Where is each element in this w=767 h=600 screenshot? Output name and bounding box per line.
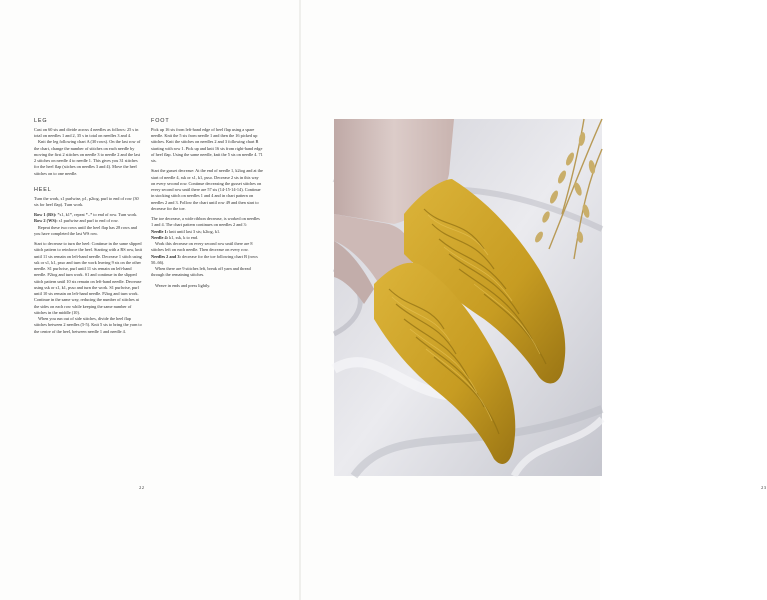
heel-side-stitches: When you run out of side stitches, divide the heel flap stitches between 2 needles (5-5). Knit 5 sts to bring the yarn to the centre of the heel, between needle 1 and needle 4. — [34, 316, 142, 334]
row-2-text: s1 purlwise and purl to end of row. — [57, 218, 119, 224]
needles-2-3-line — [151, 254, 263, 267]
column-leg-heel — [34, 118, 142, 339]
foot-work-decrease: Work this decrease on every second row until there are 8 stitches left on each needle. Then decrease on every row. — [151, 241, 253, 253]
page-number-right: 23 — [761, 485, 767, 490]
needles-2-3-label: Needles 2 and 3: — [151, 253, 181, 259]
row-2-label: Row 2 (WS): — [34, 218, 58, 224]
foot-gusset: Start the gusset decrease: At the end of needle 1, k2tog and at the start of needle 4, ssk or s1, k1, psso. Decrease 2 sts in this way on every second row. Continue decreasing the gusset stitches on every second row until there are 57 sts (14-15-14-14). Continue in stocking stitch on needles 1 and 4 and in chart pattern on needles 2 and 3. Follow the chart until row 49 and then start to decrease for the toe. — [151, 168, 263, 211]
row-1-text: *s1, k1*, repeat *–* to end of row. Turn work. — [56, 212, 138, 217]
row-1-label: Row 1 (RS): — [34, 212, 57, 217]
foot-finish: When there are 9 stitches left, break off yarn and thread through the remaining stitches. — [151, 266, 251, 278]
foot-pick-up: Pick up 16 sts from left-hand edge of heel flap using a spare needle. Knit the 5 sts from needle 1 and then the 16 picked up stitches. Knit the stitches on needles 2 and 3 following chart B starting with row 1. Pick up and knit 16 sts from right-hand edge of heel flap. Using the same needle, knit the 5 sts on needle 4. 71 sts. — [151, 126, 263, 163]
needle-1-text: knit until last 3 sts; k2tog, k1. — [168, 228, 221, 234]
page-number-left: 22 — [139, 485, 145, 490]
heading-leg: LEG — [34, 118, 48, 124]
heading-foot: FOOT — [151, 118, 170, 124]
foot-toe-decrease: The toe decrease, a wide ribbon decrease, is worked on needles 1 and 4. The chart pattern continues on needles 2 and 3: — [151, 216, 260, 228]
needles-2-3-text: decrease for the toe following chart B (rows 50–66). — [151, 253, 258, 265]
heel-repeat: Repeat these two rows until the heel flap has 28 rows and you have completed the last WS row. — [34, 224, 137, 236]
knitted-socks-photo — [334, 119, 602, 476]
needle-1-label: Needle 1: — [151, 228, 169, 234]
foot-weave-in: Weave in ends and press lightly. — [155, 282, 211, 288]
leg-cast-on: Cast on 60 sts and divide across 4 needles as follows: 25 s in total on needles 1 and 2, 35 s in total on needles 3 and 4. — [34, 126, 139, 138]
heel-turn: Turn the work, s1 purlwise, p1, p2tog, purl to end of row (30 sts for heel flap). Turn work. — [34, 195, 139, 207]
heading-heel: HEEL — [34, 186, 52, 193]
column-foot — [151, 118, 263, 293]
needle-4-text: k1, ssk, k to end. — [168, 234, 199, 240]
leg-instructions: Knit the leg following chart A (30 rows). On the last row of the chart, change the number of stitches on each needle by moving the first 2 stitches on needle 3 to needle 2 and the last 2 stitches on needle 4 to needle 1. This gives you 31 stitches for the heel flap (stiches on needles 3 and 4). Move the heel stitches on to one needle. — [34, 139, 141, 176]
needle-4-label: Needle 4: — [151, 234, 169, 240]
left-page — [0, 0, 300, 600]
heel-decrease: Start to decrease to turn the heel: Continue in the same slipped stitch pattern to reinforce the heel. Starting with a RS row, knit until 11 sts remain on left-hand needle. Decrease 1 stitch using ssk or s1, k1, psso and turn the work leaving 9 sts on the other needle. S1 purlwise, purl until 11 sts remain on left-hand needle. P2tog and turn work. S1 and continue in the slipped stitch pattern until 10 sts remain on left-hand needle. Decrease using ssk or s1, k1, psso and turn the work. S1 purlwise, purl until 10 sts remain on left-hand needle. P2tog and turn work. Continue in the same way, reducing the number of stitches at the sides on each row while keeping the same number of stitches in the middle (10). — [34, 241, 142, 315]
